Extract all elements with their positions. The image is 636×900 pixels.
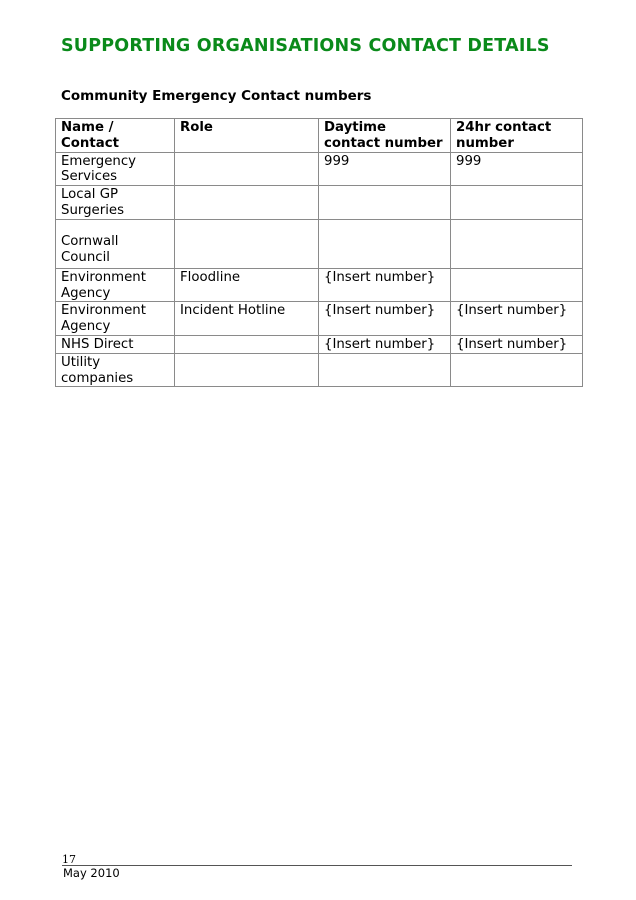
- cell-role: [175, 152, 319, 186]
- cell-daytime: {Insert number}: [319, 335, 451, 353]
- header-daytime-number: Daytime contact number: [319, 119, 451, 153]
- cell-24hr: {Insert number}: [451, 335, 583, 353]
- cell-role: Incident Hotline: [175, 302, 319, 336]
- table-header-row: [56, 119, 583, 153]
- cell-name: Emergency Services: [56, 152, 175, 186]
- cell-name: Environment Agency: [56, 302, 175, 336]
- table-row: [56, 219, 583, 268]
- table-row: [56, 152, 583, 186]
- cell-daytime: 999: [319, 152, 451, 186]
- cell-24hr: 999: [451, 152, 583, 186]
- cell-24hr: [451, 186, 583, 220]
- cell-24hr: [451, 353, 583, 387]
- cell-role: Floodline: [175, 268, 319, 302]
- section-heading: Community Emergency Contact numbers: [61, 88, 372, 104]
- header-role: Role: [175, 119, 319, 153]
- page-number: 17: [62, 853, 76, 866]
- header-name-contact: Name / Contact: [56, 119, 175, 153]
- cell-role: [175, 186, 319, 220]
- cell-name: NHS Direct: [56, 335, 175, 353]
- cell-daytime: [319, 353, 451, 387]
- header-24hr-number: 24hr contact number: [451, 119, 583, 153]
- cell-name: Utility companies: [56, 353, 175, 387]
- cell-name: Cornwall Council: [56, 219, 175, 268]
- cell-role: [175, 353, 319, 387]
- page-title: SUPPORTING ORGANISATIONS CONTACT DETAILS: [61, 36, 550, 56]
- contacts-table: [55, 118, 583, 387]
- table-row: [56, 353, 583, 387]
- cell-daytime: [319, 186, 451, 220]
- table-row: [56, 302, 583, 336]
- cell-24hr: [451, 219, 583, 268]
- cell-24hr: [451, 268, 583, 302]
- cell-24hr: {Insert number}: [451, 302, 583, 336]
- cell-name: Local GP Surgeries: [56, 186, 175, 220]
- cell-role: [175, 219, 319, 268]
- footer-divider: [62, 865, 572, 866]
- cell-daytime: {Insert number}: [319, 302, 451, 336]
- table-row: [56, 335, 583, 353]
- footer-date: May 2010: [63, 866, 120, 880]
- cell-role: [175, 335, 319, 353]
- cell-daytime: {Insert number}: [319, 268, 451, 302]
- cell-name: Environment Agency: [56, 268, 175, 302]
- table-row: [56, 268, 583, 302]
- table-row: [56, 186, 583, 220]
- cell-daytime: [319, 219, 451, 268]
